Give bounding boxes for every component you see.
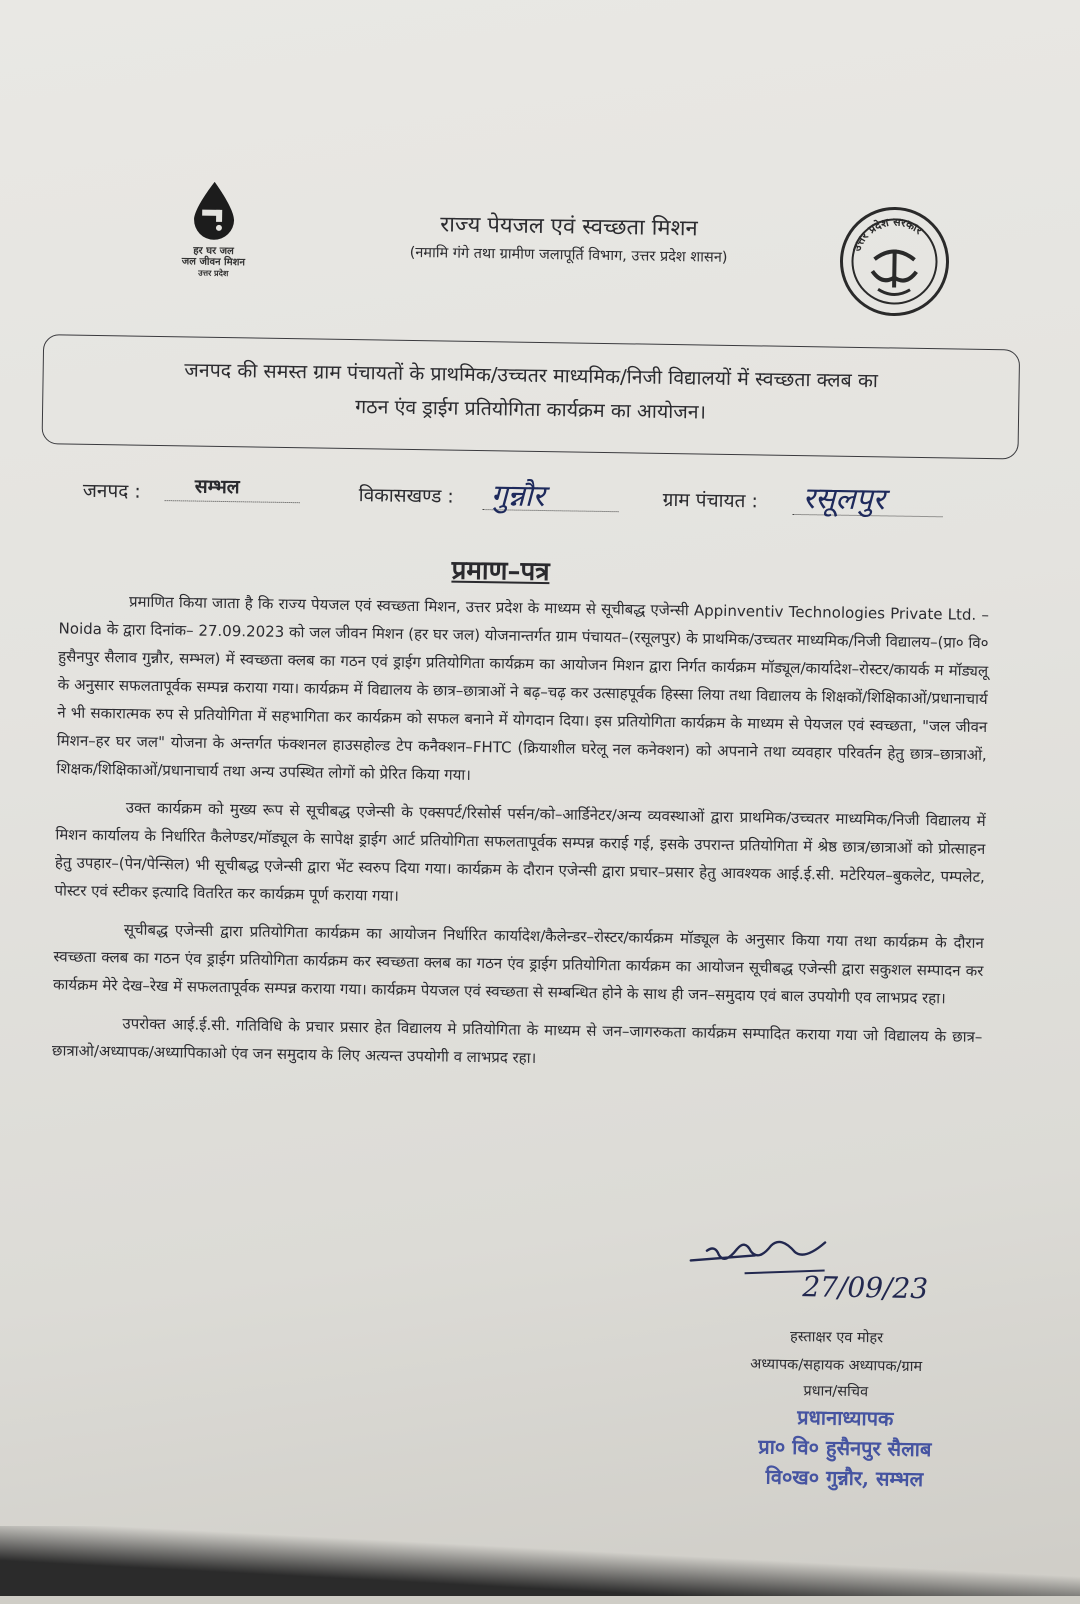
block-value: गुन्नौर: [490, 473, 545, 515]
body-paragraph-1: प्रमाणित किया जाता है कि राज्य पेयजल एवं स्वच्छता मिशन, उत्तर प्रदेश के माध्यम से सूचीबद्ध एजेन्सी Appinventiv Technologies Private Ltd. – Noida के द्वारा दिनांक– 27.09.2023 को जल जीवन मिशन (हर घर जल) योजनान्तर्गत ग्राम पंचायत–(रसूलपुर) के प्राथमिक/उच्चतर माध्यमिक/निजी विद्यालय–(प्रा० वि० हुसैनपुर सैलाव गुन्नौर, सम्भल) में स्वच्छता क्लब का गठन एवं ड्राईग प्रतियोगिता कार्यक्रम का आयोजन मिशन द्वारा निर्गत कार्यक्रम मॉड्यूल/कार्यादेश–रोस्टर/कायर्क म मॉड्यलू के अनुसार सफलतापूर्वक सम्पन्न कराया गया। कार्यक्रम में विद्यालय के छात्र–छात्राओं ने बढ़–चढ़ कर उत्साहपूर्वक हिस्सा लिया तथा विद्यालय के शिक्षकों/शिक्षिकाओं/प्रधानाचार्य ने भी सकारात्मक रुप से प्रतियोगिता में सहभागिता कर कार्यक्रम को सफल बनाने में योगदान दिया। इस प्रतियोगिता कार्यक्रम के माध्यम से पेयजल एवं स्वच्छता, "जल जीवन मिशन–हर घर जल" योजना के अन्तर्गत फंक्शनल हाउसहोल्ड टेप कनैक्शन–FHTC (क्रियाशील घरेलू नल कनेक्शन) को अपनाने तथा व्यवहार परिवर्तन हेतु छात्र–छात्राओं, शिक्षक/शिक्षिकाओं/प्रधानाचार्य तथा अन्य उपस्थित लोगों को प्रेरित किया गया।: [56, 586, 989, 797]
panchayat-label: ग्राम पंचायत :: [663, 486, 759, 513]
logo-caption-3: उत्तर प्रदेश: [168, 267, 258, 279]
subject-line-1: जनपद की समस्त ग्राम पंचायतों के प्राथमिक/उच्चतर माध्यमिक/निजी विद्यालयों में स्वच्छता क्लब का: [53, 353, 1008, 398]
mission-title: राज्य पेयजल एवं स्वच्छता मिशन: [309, 206, 829, 244]
seal-text: उत्तर प्रदेश सरकार: [850, 215, 926, 255]
subject-box: [42, 334, 1021, 459]
bottom-shadow: [0, 1526, 1080, 1596]
logo-caption-2: जल जीवन मिशन: [168, 256, 258, 268]
district-value: सम्भल: [195, 473, 240, 500]
body-paragraph-2: उक्त कार्यक्रम को मुख्य रूप से सूचीबद्ध एजेन्सी के एक्सपर्ट/रिसोर्स पर्सन/को–आर्डिनेटर/अन्य व्यवस्थाओं द्वारा प्राथमिक/उच्चतर माध्यमिक/निजी विद्यालय में मिशन कार्यालय के निर्धारित कैलेण्डर/मॉड्यूल के सापेक्ष ड्राईग आर्ट प्रतियोगिता सफलतापूर्वक सम्पन्न कराई गई, इसके उपरान्त प्रतियोगिता में श्रेष्ठ छात्र/छात्राओं को प्रोत्साहन हेतु उपहार–(पेन/पेन्सिल) भी सूचीबद्ध एजेन्सी द्वारा भेंट स्वरुप दिया गया। कार्यक्रम के दौरान एजेन्सी द्वारा प्रचार–प्रसार हेतु आवश्यक आई.ई.सी. मटेरियल–बुकलेट, पम्पलेट, पोस्टर एवं स्टीकर इत्यादि वितरित कर कार्यक्रम पूर्ण कराया गया।: [54, 792, 986, 919]
district-label: जनपद :: [83, 477, 141, 504]
block-label: विकासखण्ड :: [359, 481, 454, 508]
body-paragraph-3: सूचीबद्ध एजेन्सी द्वारा प्रतियोगिता कार्यक्रम का आयोजन निर्धारित कार्यादेश/कैलेन्डर–रोस्टर/कार्यक्रम मॉड्यूल के अनुसार किया गया तथा कार्यक्रम के दौरान स्वच्छता क्लब का गठन एंव ड्राईग प्रतियोगिता कार्यक्रम कर स्वच्छता क्लब का गठन एंव ड्राईग प्रतियोगिता कार्यक्रम का आयोजन सूचीबद्ध एजेन्सी द्वारा सकुशल सम्पादन कर कार्यक्रम मेरे देख–रेख में सफलतापूर्वक सम्पन्न कराया गया। कार्यक्रम पेयजल एवं स्वच्छता से सम्बन्धित होने के साथ ही जन–समुदाय एवं बाल उपयोगी एव लाभप्रद रहा।: [53, 914, 984, 1013]
signature-caption-1: हस्ताक्षर एव मोहर: [691, 1322, 981, 1353]
signature-caption-2: अध्यापक/सहायक अध्यापक/ग्राम: [691, 1350, 981, 1381]
body-paragraph-4: उपरोक्त आई.ई.सी. गतिविधि के प्रचार प्रसार हेत विद्यालय मे प्रतियोगिता के माध्यम से जन–जागरुकता कार्यक्रम सम्पादित कराया गया जो विद्यालय के छात्र–छात्राओ/अध्यापक/अध्यापिकाओ एंव जन समुदाय के लिए अत्यन्त उपयोगी व लाभप्रद रहा।: [52, 1008, 983, 1079]
water-drop-tap-icon: [189, 179, 240, 242]
har-ghar-jal-logo: [168, 179, 260, 290]
stamp-line-2: प्रा० वि० हुसैनपुर सैलाब: [710, 1431, 980, 1465]
location-fields: [83, 477, 1023, 492]
stamp-line-1: प्रधानाध्यापक: [710, 1401, 980, 1435]
district-dotted-line: [165, 500, 300, 503]
subject-line-2: गठन एंव ड्राईग प्रतियोगिता कार्यक्रम का आयोजन।: [53, 387, 1008, 432]
mission-subtitle: (नमामि गंगे तथा ग्रामीण जलापूर्ति विभाग, उत्तर प्रदेश शासन): [308, 240, 828, 268]
signature-date: 27/09/23: [802, 1270, 928, 1305]
panchayat-value: रसूलपुर: [802, 476, 885, 518]
certificate-body: [52, 586, 990, 1089]
up-government-seal: [838, 205, 952, 319]
headmaster-stamp: [709, 1401, 980, 1495]
logo-caption-1: हर घर जल: [168, 245, 258, 257]
stamp-line-3: वि०ख० गुन्नौर, सम्भल: [709, 1461, 979, 1495]
signature-caption-3: प्रधान/सचिव: [691, 1376, 981, 1407]
uttar-pradesh-government-seal-icon: [838, 205, 952, 319]
certificate-title: प्रमाण–पत्र: [451, 551, 550, 589]
